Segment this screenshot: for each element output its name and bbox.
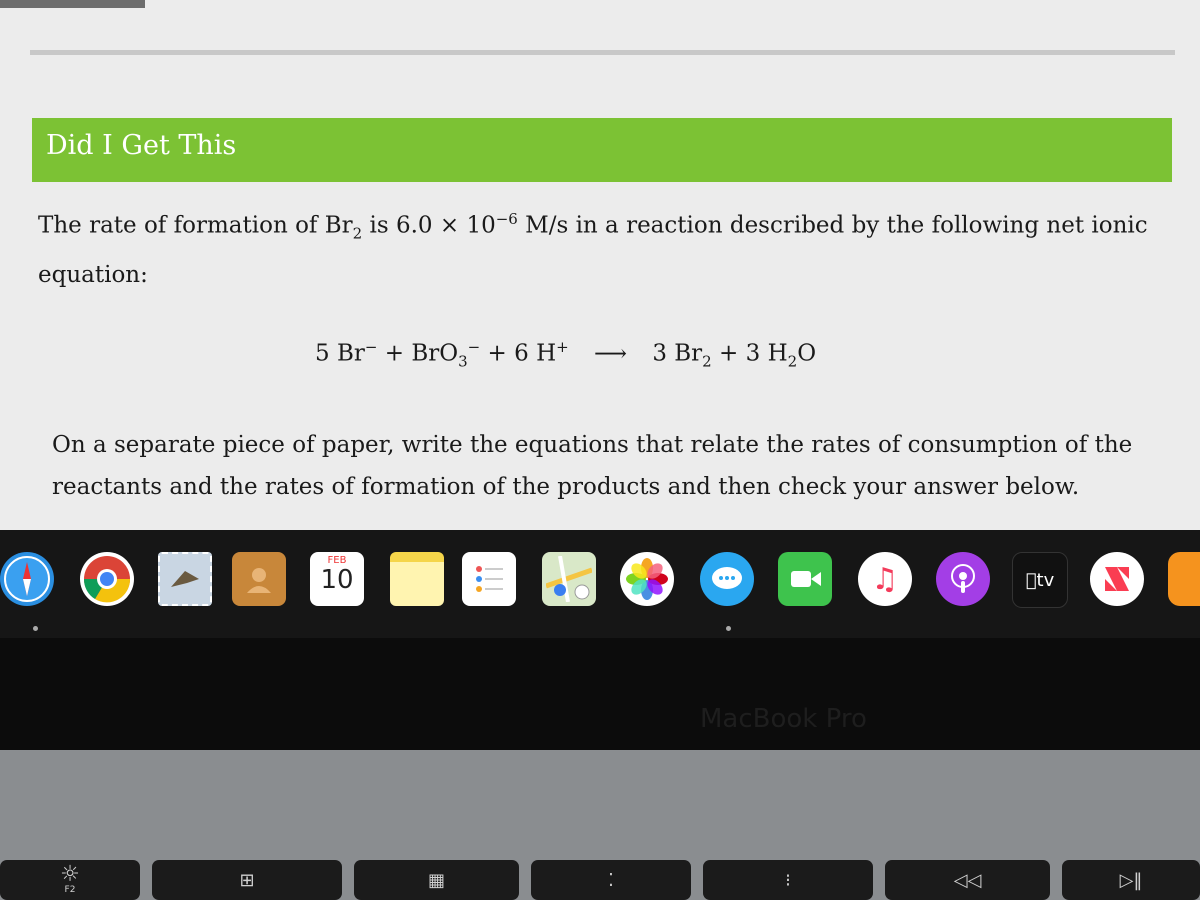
brightness-key[interactable] xyxy=(0,860,140,900)
question-part2: is 6.0 × 10 xyxy=(362,212,496,239)
notes-icon[interactable] xyxy=(390,552,444,606)
keyboard-bright-key[interactable] xyxy=(703,860,873,900)
touch-bar-row xyxy=(0,860,1200,900)
net-ionic-equation xyxy=(315,338,816,370)
instructions-text: On a separate piece of paper, write the equations that relate the rates of consumption of the reactants and the rates of formation of the products and then check your answer below. xyxy=(52,432,1133,500)
maps-icon[interactable] xyxy=(542,552,596,606)
eq-plus: + xyxy=(719,340,746,367)
eq-arrow: ⟶ xyxy=(594,340,628,367)
calendar-day: 10 xyxy=(320,565,354,595)
rewind-icon: ◁◁ xyxy=(953,869,982,891)
f2-label: F2 xyxy=(64,885,76,895)
mail-icon[interactable] xyxy=(158,552,212,606)
eq-sub: 2 xyxy=(702,352,712,371)
eq-plus: + xyxy=(487,340,515,367)
top-stub xyxy=(0,0,145,8)
question-text xyxy=(38,198,1168,296)
question-part3: M/s in a reaction described by the following net ionic equation: xyxy=(38,212,1148,289)
books-icon[interactable] xyxy=(1168,552,1200,606)
photos-icon[interactable] xyxy=(620,552,674,606)
eq-charge: + xyxy=(556,338,569,356)
banner-title: Did I Get This xyxy=(46,130,237,161)
question-sub: 2 xyxy=(352,224,363,243)
reminders-icon[interactable] xyxy=(462,552,516,606)
podcasts-icon[interactable] xyxy=(936,552,990,606)
dock xyxy=(0,530,1200,638)
launchpad-icon: ▦ xyxy=(427,869,445,891)
contacts-icon[interactable] xyxy=(232,552,286,606)
running-indicator xyxy=(33,626,38,631)
eq-term-bromine: 3 Br xyxy=(652,340,703,367)
eq-term-water-end: O xyxy=(797,340,817,367)
facetime-icon[interactable] xyxy=(778,552,832,606)
rewind-key[interactable] xyxy=(885,860,1050,900)
device-brand: MacBook Pro xyxy=(700,704,867,734)
safari-icon[interactable] xyxy=(0,552,54,606)
music-icon[interactable]: ♫ xyxy=(858,552,912,606)
eq-term-hydrogen: 6 H xyxy=(514,340,557,367)
eq-sub: 2 xyxy=(787,352,798,371)
tv-label: tv xyxy=(1031,569,1049,591)
mission-control-key[interactable] xyxy=(152,860,342,900)
chrome-icon[interactable] xyxy=(80,552,134,606)
eq-plus: + xyxy=(384,340,412,367)
eq-charge: − xyxy=(467,338,481,356)
mission-control-icon: ⊞ xyxy=(239,869,255,891)
divider-rule xyxy=(30,50,1175,55)
eq-term-bromate: BrO xyxy=(411,340,459,367)
keyboard-bright-icon: ⁝ xyxy=(785,869,791,891)
tv-icon[interactable] xyxy=(1012,552,1068,608)
eq-term-bromide: 5 Br xyxy=(315,340,365,367)
messages-icon[interactable] xyxy=(700,552,754,606)
news-icon[interactable] xyxy=(1090,552,1144,606)
brightness-icon: ☼ xyxy=(60,862,80,887)
keyboard-dim-icon: ⁚ xyxy=(608,869,614,891)
keyboard-area xyxy=(0,750,1200,900)
running-indicator xyxy=(726,626,731,631)
calendar-icon[interactable] xyxy=(310,552,364,606)
laptop-bezel xyxy=(0,638,1200,750)
did-i-get-this-banner xyxy=(32,118,1172,182)
launchpad-key[interactable] xyxy=(354,860,519,900)
play-pause-icon: ▷‖ xyxy=(1119,869,1143,891)
question-exponent: −6 xyxy=(495,210,518,228)
play-pause-key[interactable] xyxy=(1062,860,1200,900)
calendar-month: FEB xyxy=(327,555,347,566)
keyboard-dim-key[interactable] xyxy=(531,860,691,900)
eq-term-water: 3 H xyxy=(745,340,788,367)
eq-sub: 3 xyxy=(458,352,468,371)
eq-charge: − xyxy=(364,338,378,356)
question-part1: The rate of formation of Br xyxy=(38,212,353,239)
